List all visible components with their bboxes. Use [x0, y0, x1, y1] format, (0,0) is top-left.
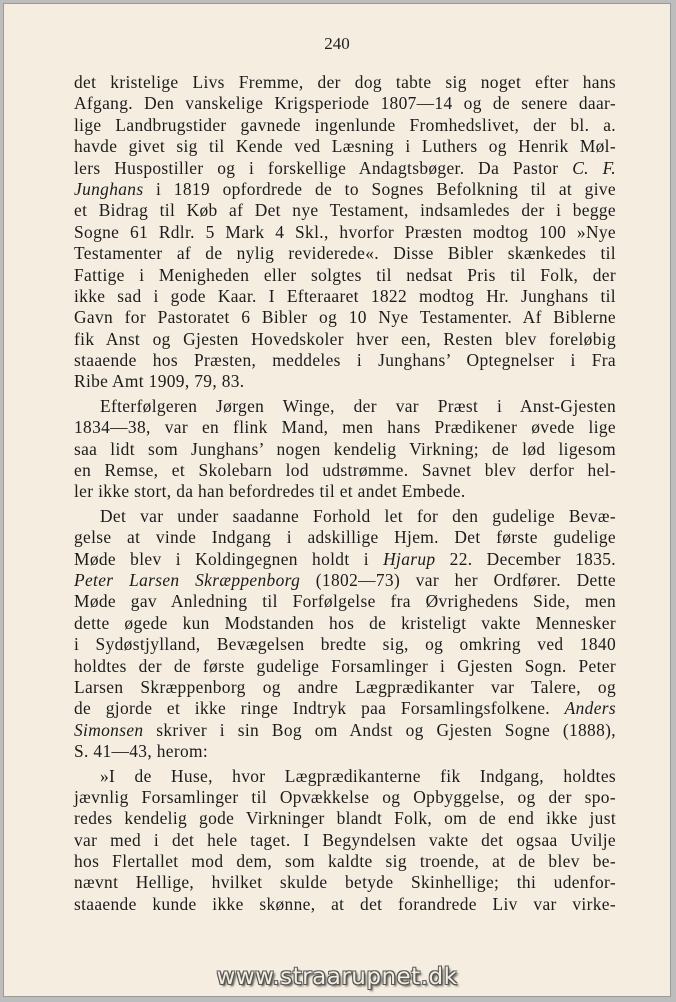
text-line: Junghans i 1819 opfordrede de to Sognes Befolkning til at give — [74, 178, 616, 199]
text-line: redes kendelig gode Virkninger blandt Folk, om de end ikke just — [74, 808, 616, 829]
text-line: 1834—38, var en flink Mand, men hans Prædikener øvede lige — [74, 417, 616, 438]
italic-name: Junghans — [74, 178, 144, 199]
text-line: Møde gav Anledning til Forfølgelse fra Øvrighedens Side, men — [74, 591, 616, 612]
text-line: ler ikke stort, da han befordredes til et andet Embede. — [74, 481, 466, 502]
text-line: Møde blev i Koldingegnen holdt i Hjarup 22. December 1835. — [74, 548, 617, 569]
text-line: havde givet sig til Kende ved Læsning i Luthers og Henrik Møl- — [74, 136, 616, 157]
text-line: lers Huspostiller og i forskellige Andagtsbøger. Da Pastor C. F. — [74, 157, 616, 178]
watermark-text: www.straarupnet.dk — [216, 964, 458, 990]
text-line: Larsen Skræppenborg og andre Lægprædikanter var Talere, og — [74, 676, 616, 697]
italic-name: Peter Larsen Skræppenborg — [74, 569, 301, 590]
text-line: gelse at vinde Indgang i adskillige Hjem. Det første gudelige — [74, 527, 616, 548]
text-line: et Bidrag til Køb af Det nye Testament, indsamledes der i begge — [74, 200, 616, 221]
text-line: Fattige i Menigheden eller solgtes til nedsat Pris til Folk, der — [74, 264, 616, 285]
text-line: Ribe Amt 1909, 79, 83. — [74, 371, 245, 392]
text-line: Det var under saadanne Forhold let for den gudelige Bevæ- — [100, 505, 616, 526]
paragraph-1 — [74, 72, 616, 393]
book-page — [3, 3, 671, 997]
text-line: det kristelige Livs Fremme, der dog tabte sig noget efter hans — [74, 72, 616, 92]
text-line: ikke sad i gode Kaar. I Efteraaret 1822 modtog Hr. Junghans til — [74, 285, 616, 306]
text-line: de gjorde et ikke ringe Indtryk paa Forsamlingsfolkene. Anders — [74, 698, 616, 719]
text-line: Testamenter af de nylig reviderede«. Disse Bibler skænkedes til — [74, 243, 616, 264]
text-line: en Remse, et Skolebarn lod udstrømme. Savnet blev derfor hel- — [74, 460, 616, 481]
body-text — [74, 72, 616, 915]
text-line: Gavn for Pastoratet 6 Bibler og 10 Nye Testamenter. Af Biblerne — [74, 307, 616, 328]
text-line: jævnlig Forsamlinger til Opvækkelse og Opbyggelse, og der spo- — [74, 786, 616, 807]
text-line: staaende kunde ikke skønne, at det forandrede Liv var virke- — [74, 893, 616, 914]
paragraph-4 — [74, 766, 616, 916]
text-line: Sogne 61 Rdlr. 5 Mark 4 Skl., hvorfor Præsten modtog 100 »Nye — [74, 221, 616, 242]
text-line: hos Flertallet mod dem, som kaldte sig troende, at de blev be- — [74, 851, 616, 872]
text-line: Simonsen skriver i sin Bog om Andst og Gjesten Sogne (1888), — [74, 719, 616, 740]
text-line: i Sydøstjylland, Bevægelsen bredte sig, og omkring ved 1840 — [74, 634, 616, 655]
paragraph-3 — [74, 506, 616, 763]
text-line: nævnt Hellige, hvilket skulde betyde Skinhellige; thi udenfor- — [74, 872, 616, 893]
text-line: holdtes der de første gudelige Forsamlinger i Gjesten Sogn. Peter — [74, 655, 616, 676]
paragraph-2 — [74, 396, 616, 503]
text-line: staaende hos Præsten, meddeles i Junghans’ Optegnelser i Fra — [74, 350, 616, 371]
text-line: lige Landbrugstider gavnede ingenlunde Fromhedslivet, der bl. a. — [74, 114, 616, 135]
italic-name: C. F. — [572, 157, 616, 178]
text-line: var med i det hele taget. I Begyndelsen vakte det ogsaa Uvilje — [74, 829, 616, 850]
text-line: dette øgede kun Modstanden hos de kristeligt vakte Mennesker — [74, 612, 616, 633]
text-line: Peter Larsen Skræppenborg (1802—73) var her Ordfører. Dette — [74, 569, 617, 590]
page-number: 240 — [324, 34, 350, 53]
text-line: Afgang. Den vanskelige Krigsperiode 1807—14 og de senere daar- — [74, 93, 616, 114]
text-line: Efterfølgeren Jørgen Winge, der var Præst i Anst-Gjesten — [100, 395, 616, 416]
italic-name: Simonsen — [74, 719, 144, 740]
text-line: fik Anst og Gjesten Hovedskoler hver een, Resten blev foreløbig — [74, 328, 616, 349]
italic-name: Hjarup — [383, 548, 436, 569]
text-line: S. 41—43, herom: — [74, 741, 209, 762]
text-line: saa lidt som Junghans’ nogen kendelig Virkning; de lød ligesom — [74, 438, 616, 459]
text-line: »I de Huse, hvor Lægprædikanterne fik Indgang, holdtes — [100, 765, 616, 786]
italic-name: Anders — [564, 698, 616, 719]
